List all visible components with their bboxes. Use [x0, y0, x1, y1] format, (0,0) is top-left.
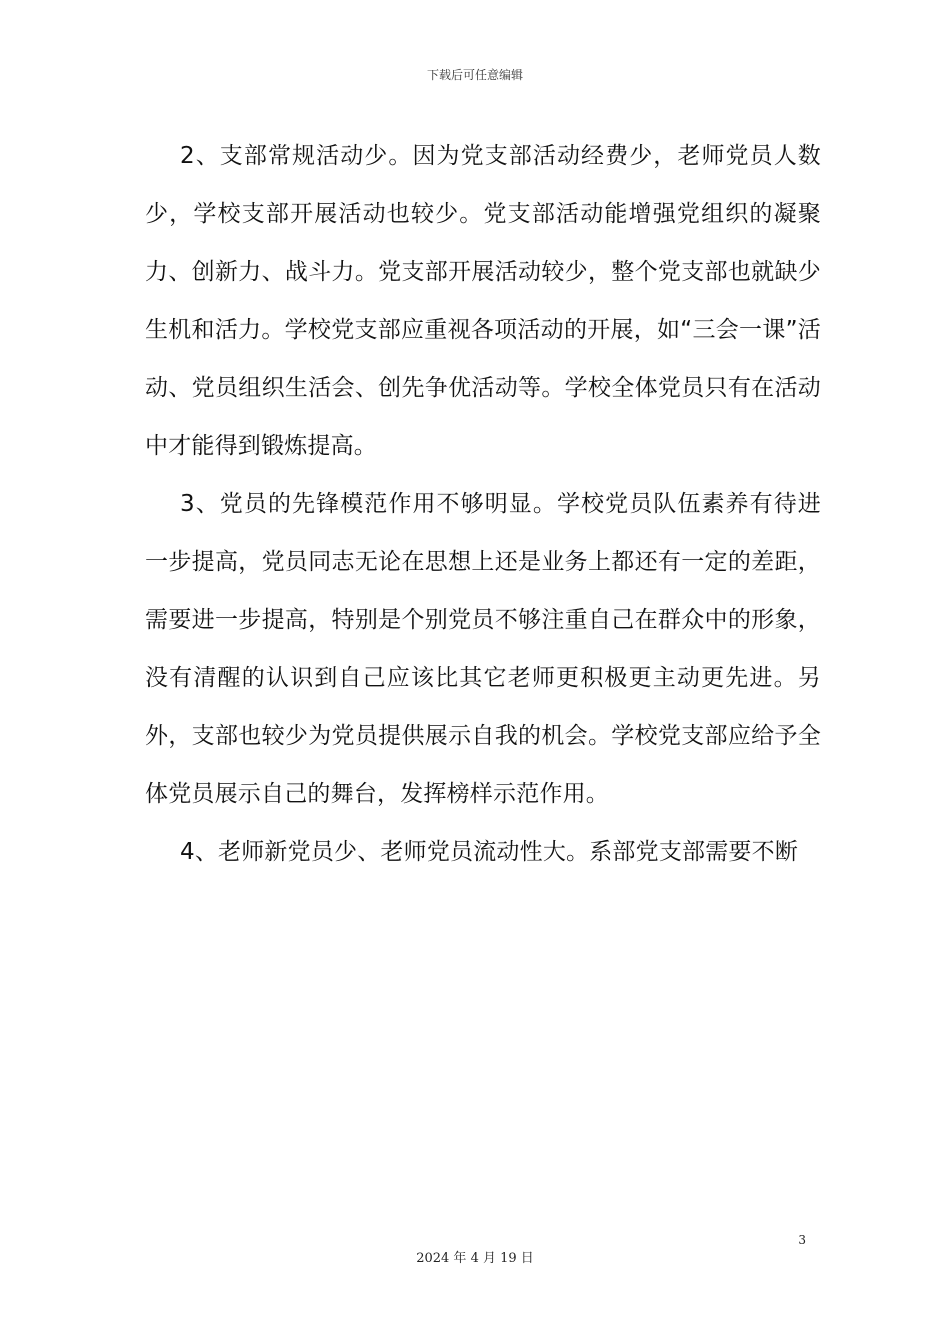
paragraph-3: 3、党员的先锋模范作用不够明显。学校党员队伍素养有待进一步提高，党员同志无论在思想上还是业务上都还有一定的差距，需要进一步提高，特别是个别党员不够注重自己在群众中的形象，没有清醒的认识到自己应该比其它老师更积极更主动更先进。另外，支部也较少为党员提供展示自我的机会。学校党支部应给予全体党员展示自己的舞台，发挥榜样示范作用。 [145, 491, 821, 807]
document-body [145, 127, 821, 881]
page-header: 下载后可任意编辑 [426, 68, 523, 82]
page-number: 3 [798, 1233, 806, 1247]
footer-date: 2024 年 4 月 19 日 [416, 1251, 534, 1266]
paragraph-4: 4、老师新党员少、老师党员流动性大。系部党支部需要不断 [180, 839, 799, 865]
paragraph-2: 2、支部常规活动少。因为党支部活动经费少，老师党员人数少，学校支部开展活动也较少。党支部活动能增强党组织的凝聚力、创新力、战斗力。党支部开展活动较少，整个党支部也就缺少生机和活力。学校党支部应重视各项活动的开展，如“三会一课”活动、党员组织生活会、创先争优活动等。学校全体党员只有在活动中才能得到锻炼提高。 [145, 143, 821, 459]
